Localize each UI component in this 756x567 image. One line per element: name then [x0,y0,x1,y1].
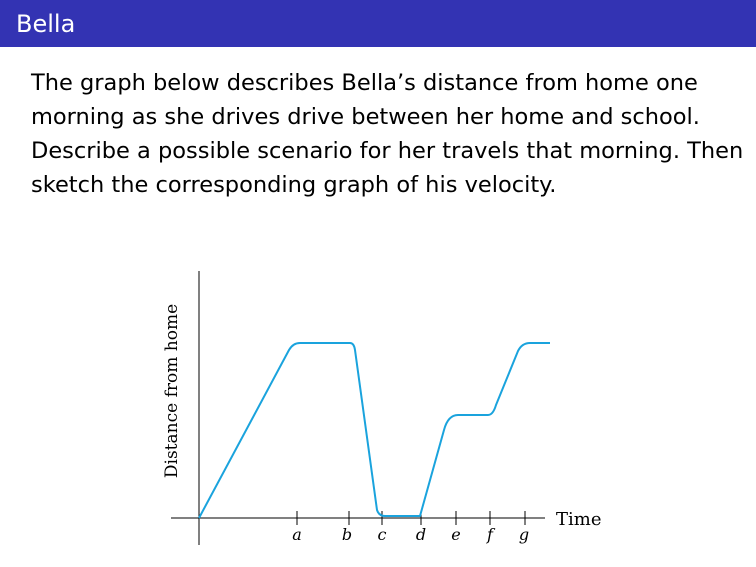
y-axis-label: Distance from home [162,303,182,479]
tick-label-e: e [451,525,461,544]
intro-paragraph: The graph below describes Bella’s distance from home one morning as she drives drive between her home and school. [31,70,700,130]
tick-label-d: d [415,525,427,544]
tick-label-f: f [487,525,493,544]
tick-label-a: a [292,525,302,544]
task-paragraph: Describe a possible scenario for her travels that morning. Then sketch the corresponding graph of his velocity. [31,138,744,198]
x-axis-label: Time [556,509,602,530]
distance-curve [199,343,550,518]
tick-label-g: g [518,525,530,544]
slide-title: Bella [16,10,76,38]
tick-label-c: c [377,525,387,544]
tick-label-b: b [341,525,353,544]
